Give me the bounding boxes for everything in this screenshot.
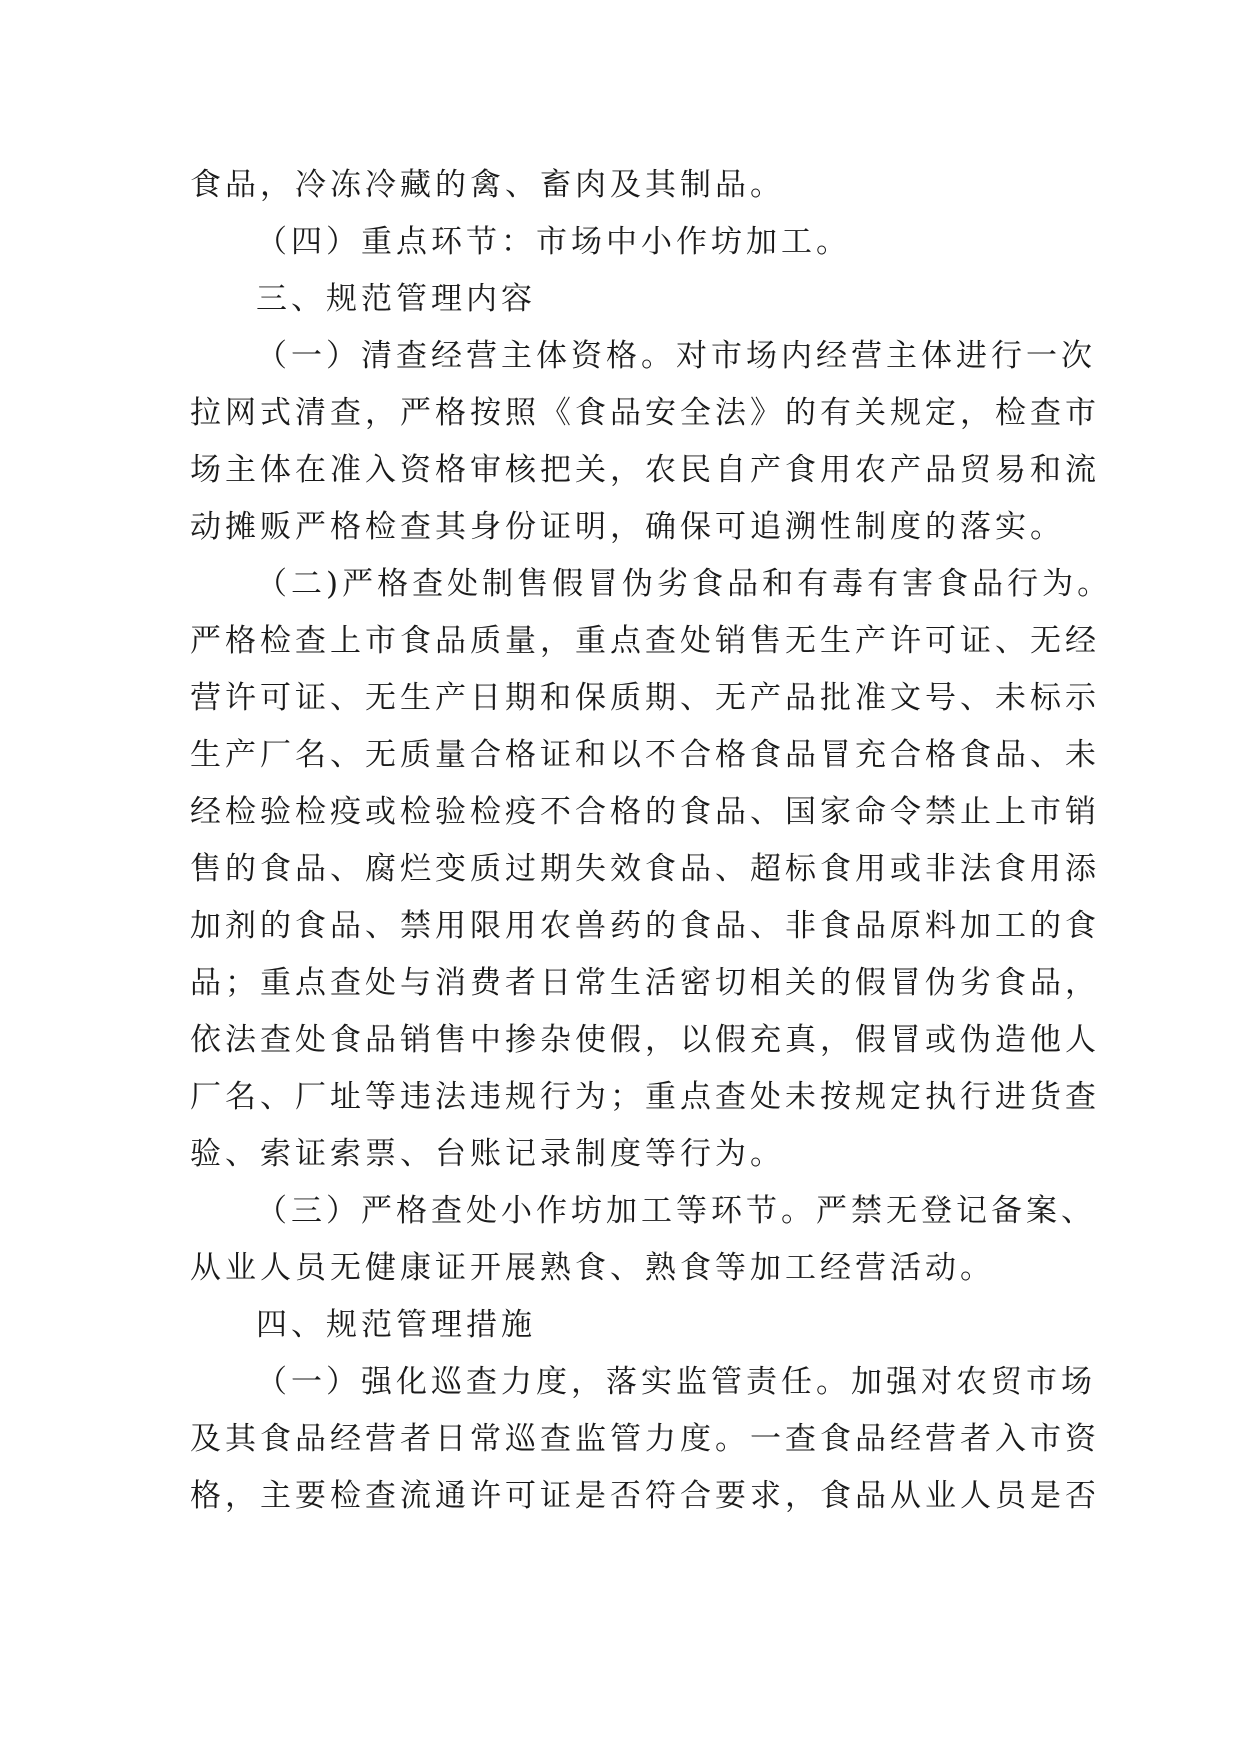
text-line-item-3-3: （三）严格查处小作坊加工等环节。严禁无登记备案、 xyxy=(256,1193,1096,1229)
text-line: 生产厂名、无质量合格证和以不合格食品冒充合格食品、未 xyxy=(190,737,1100,773)
text-line: 依法查处食品销售中掺杂使假，以假充真，假冒或伪造他人 xyxy=(190,1022,1100,1058)
document-body xyxy=(190,157,1113,1525)
text-line: 拉网式清查，严格按照《食品安全法》的有关规定，检查市 xyxy=(190,395,1100,431)
text-line-item-3-1: （一）清查经营主体资格。对市场内经营主体进行一次 xyxy=(256,338,1096,374)
text-line: 及其食品经营者日常巡查监管力度。一查食品经营者入市资 xyxy=(190,1421,1100,1457)
text-line: 场主体在准入资格审核把关，农民自产食用农产品贸易和流 xyxy=(190,452,1100,488)
text-line: 从业人员无健康证开展熟食、熟食等加工经营活动。 xyxy=(190,1250,995,1286)
text-line-item-3-2: （二)严格查处制售假冒伪劣食品和有毒有害食品行为。 xyxy=(256,566,1113,602)
text-line: 品；重点查处与消费者日常生活密切相关的假冒伪劣食品， xyxy=(190,965,1100,1001)
text-line: 经检验检疫或检验检疫不合格的食品、国家命令禁止上市销 xyxy=(190,794,1100,830)
text-line-item-4: （四）重点环节：市场中小作坊加工。 xyxy=(256,224,851,260)
text-line-item-4-1: （一）强化巡查力度，落实监管责任。加强对农贸市场 xyxy=(256,1364,1096,1400)
section-heading-4: 四、规范管理措施 xyxy=(256,1307,536,1343)
text-line: 验、索证索票、台账记录制度等行为。 xyxy=(190,1136,785,1172)
text-line: 格，主要检查流通许可证是否符合要求，食品从业人员是否 xyxy=(190,1478,1100,1514)
text-line: 动摊贩严格检查其身份证明，确保可追溯性制度的落实。 xyxy=(190,509,1065,545)
text-line: 食品，冷冻冷藏的禽、畜肉及其制品。 xyxy=(190,167,785,203)
text-line: 营许可证、无生产日期和保质期、无产品批准文号、未标示 xyxy=(190,680,1100,716)
text-line: 加剂的食品、禁用限用农兽药的食品、非食品原料加工的食 xyxy=(190,908,1100,944)
text-line: 厂名、厂址等违法违规行为；重点查处未按规定执行进货查 xyxy=(190,1079,1100,1115)
text-line: 售的食品、腐烂变质过期失效食品、超标食用或非法食用添 xyxy=(190,851,1100,887)
text-line: 严格检查上市食品质量，重点查处销售无生产许可证、无经 xyxy=(190,623,1100,659)
section-heading-3: 三、规范管理内容 xyxy=(256,281,536,317)
